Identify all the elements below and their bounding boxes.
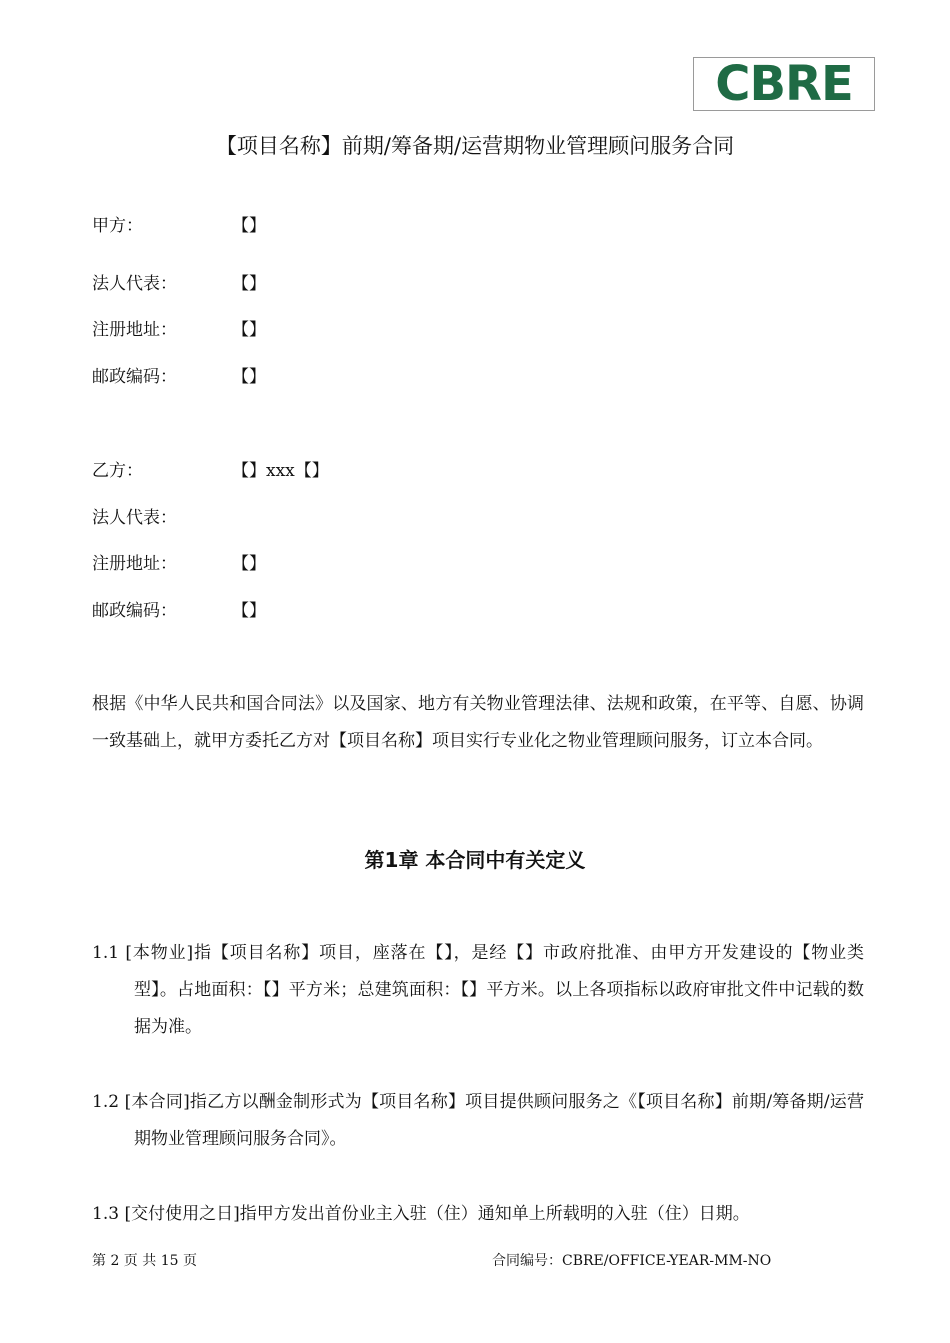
party-b-address-label: 注册地址： bbox=[92, 554, 177, 574]
contract-number: 合同编号：CBRE/OFFICE-YEAR-MM-NO bbox=[492, 1253, 772, 1269]
party-a-name-value: 【】 bbox=[232, 216, 266, 236]
party-a-name-label: 甲方： bbox=[92, 216, 143, 236]
cbre-logo bbox=[693, 57, 875, 111]
clause-1-2: 1.2 [本合同]指乙方以酬金制形式为【项目名称】项目提供顾问服务之《【项目名称】前期/筹备期/运营期物业管理顾问服务合同》。 bbox=[92, 1092, 864, 1149]
party-b-rep-label: 法人代表： bbox=[92, 508, 177, 528]
party-a-address-label: 注册地址： bbox=[92, 320, 177, 340]
party-a-postcode-label: 邮政编码： bbox=[92, 367, 177, 387]
party-b-postcode-label: 邮政编码： bbox=[92, 601, 177, 621]
party-a-address-value: 【】 bbox=[232, 320, 266, 340]
party-b-name-value: 【】xxx【】 bbox=[232, 461, 329, 481]
preamble-paragraph: 根据《中华人民共和国合同法》以及国家、地方有关物业管理法律、法规和政策，在平等、自愿、协调一致基础上，就甲方委托乙方对【项目名称】项目实行专业化之物业管理顾问服务，订立本合同。 bbox=[92, 694, 864, 751]
clause-1-3: 1.3 [交付使用之日]指甲方发出首份业主入驻（住）通知单上所载明的入驻（住）日期。 bbox=[92, 1204, 750, 1224]
contract-title: 【项目名称】前期/筹备期/运营期物业管理顾问服务合同 bbox=[215, 134, 735, 158]
party-a-postcode-value: 【】 bbox=[232, 367, 266, 387]
party-b-address-value: 【】 bbox=[232, 554, 266, 574]
cbre-logo-text: CBRE bbox=[715, 56, 853, 112]
party-a-rep-value: 【】 bbox=[232, 274, 266, 294]
party-b-name-label: 乙方： bbox=[92, 461, 143, 481]
party-a-rep-label: 法人代表： bbox=[92, 274, 177, 294]
chapter-heading: 第1章 本合同中有关定义 bbox=[364, 848, 586, 872]
clause-1-1: 1.1 [本物业]指【项目名称】项目，座落在【】，是经【】市政府批准、由甲方开发建设的【物业类型】。占地面积：【】平方米；总建筑面积：【】平方米。以上各项指标以政府审批文件中记载的数据为准。 bbox=[92, 943, 864, 1037]
page-number: 第 2 页 共 15 页 bbox=[92, 1253, 197, 1269]
party-b-postcode-value: 【】 bbox=[232, 601, 266, 621]
